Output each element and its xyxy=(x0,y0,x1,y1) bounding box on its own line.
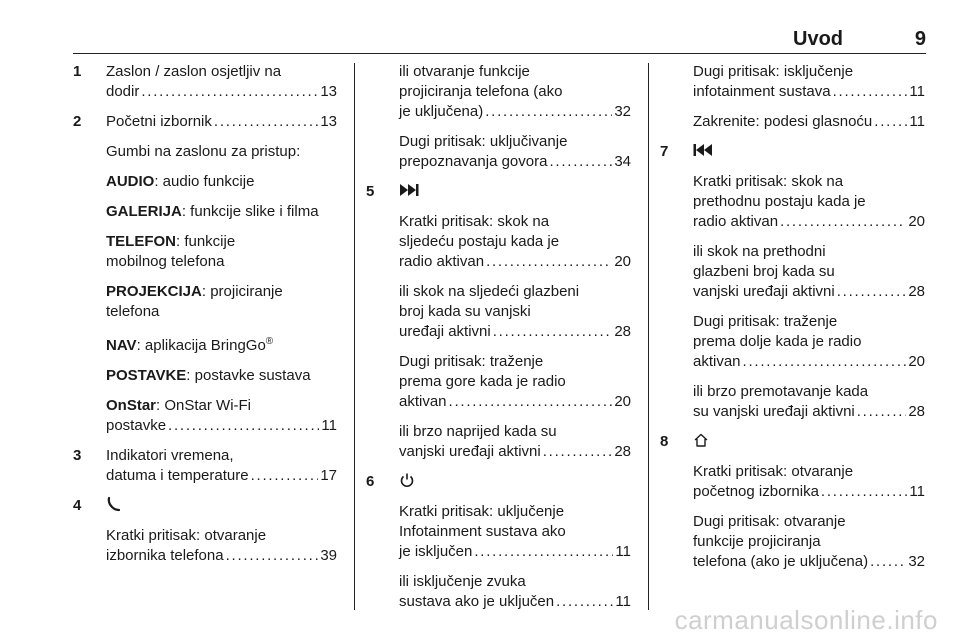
toc-line: Zakrenite: podesi glasnoću . . . 11 xyxy=(693,112,925,132)
toc-line: aktivan . . . 20 xyxy=(693,352,925,372)
list-item-4: 4 Kratki pritisak: otvaranje izbornika telefona . . . 39 xyxy=(73,496,337,566)
page-ref[interactable]: 28 xyxy=(908,283,925,300)
sub-entry-audio: AUDIO: audio funkcije xyxy=(106,173,255,190)
sub-entry-settings: POSTAVKE: postavke sustava xyxy=(106,367,311,384)
page-ref[interactable]: 39 xyxy=(320,547,337,564)
list-item-1 xyxy=(73,62,337,102)
page-ref[interactable]: 11 xyxy=(909,483,925,500)
page-ref[interactable]: 28 xyxy=(614,443,631,460)
page-ref[interactable]: 11 xyxy=(909,113,925,130)
next-track-icon xyxy=(399,182,419,198)
column-divider-2 xyxy=(648,63,649,610)
previous-track-icon xyxy=(693,142,713,158)
item-number: 3 xyxy=(73,447,82,464)
page-ref[interactable]: 13 xyxy=(320,83,337,100)
column-2 xyxy=(366,62,631,612)
page-ref[interactable]: 28 xyxy=(908,403,925,420)
toc-line: Početni izbornik . . . 13 xyxy=(106,112,337,132)
list-item-2 xyxy=(73,112,337,436)
sub-entry-phone: TELEFON: funkcije mobilnog telefona xyxy=(106,233,236,270)
toc-line: izbornika telefona . . . 39 xyxy=(106,546,337,566)
toc-line: infotainment sustava . . . 11 xyxy=(693,82,925,102)
page-ref[interactable]: 17 xyxy=(320,467,337,484)
column-3 xyxy=(660,62,925,572)
toc-line: početnog izbornika . . . 11 xyxy=(693,482,925,502)
toc-line: dodir . . . 13 xyxy=(106,82,337,102)
toc-line: uređaji aktivni . . . 28 xyxy=(399,322,631,342)
page-ref[interactable]: 34 xyxy=(614,153,631,170)
item-text: Gumbi na zaslonu za pristup: xyxy=(106,143,301,160)
sub-entry-onstar: OnStar: OnStar Wi-Fi postavke . . . 11 xyxy=(106,396,337,436)
list-entry xyxy=(660,112,925,132)
page-ref[interactable]: 32 xyxy=(614,103,631,120)
list-entry: Dugi pritisak: uključivanje prepoznavanja govora . . . 34 xyxy=(366,132,631,172)
watermark: carmanualsonline.info xyxy=(674,605,938,635)
item-number: 7 xyxy=(660,143,669,160)
power-icon xyxy=(399,472,415,488)
toc-line: vanjski uređaji aktivni . . . 28 xyxy=(693,282,925,302)
toc-line: je uključena) . . . 32 xyxy=(399,102,631,122)
page-ref[interactable]: 32 xyxy=(908,553,925,570)
list-entry: Dugi pritisak: isključenje infotainment sustava . . . 11 xyxy=(660,62,925,102)
page-header xyxy=(73,28,926,50)
list-item-6: 6 Kratki pritisak: uključenje Infotainment sustava ako je isključen . . . 11 ili isključenje zvuka sustava ako je uključen . . . 11 xyxy=(366,472,631,612)
page-title: Uvod xyxy=(793,28,843,50)
sub-entry-gallery: GALERIJA: funkcije slike i filma xyxy=(106,203,319,220)
page-ref[interactable]: 28 xyxy=(614,323,631,340)
phone-icon xyxy=(106,496,122,512)
toc-line: postavke . . . 11 xyxy=(106,416,337,436)
page-ref[interactable]: 20 xyxy=(908,213,925,230)
list-entry: ili otvaranje funkcije projiciranja telefona (ako je uključena) . . . 32 xyxy=(366,62,631,122)
item-number: 6 xyxy=(366,473,375,490)
item-number: 4 xyxy=(73,497,82,514)
page-ref[interactable]: 11 xyxy=(321,417,337,434)
page-ref[interactable]: 20 xyxy=(614,253,631,270)
column-1 xyxy=(73,62,337,566)
toc-line: radio aktivan . . . 20 xyxy=(693,212,925,232)
toc-line: aktivan . . . 20 xyxy=(399,392,631,412)
page-ref[interactable]: 20 xyxy=(908,353,925,370)
list-item-8: 8 Kratki pritisak: otvaranje početnog izbornika . . . 11 Dugi pritisak: otvaranje funkcije projiciranja telefona (ako je uključena) . . . 32 xyxy=(660,432,925,572)
item-number: 5 xyxy=(366,183,375,200)
item-text: Zaslon / zaslon osjetljiv na xyxy=(106,63,282,80)
home-icon xyxy=(693,432,709,448)
toc-line: su vanjski uređaji aktivni . . . 28 xyxy=(693,402,925,422)
page-ref[interactable]: 11 xyxy=(615,593,631,610)
item-number: 2 xyxy=(73,113,82,130)
list-item-7: 7 Kratki pritisak: skok na prethodnu postaju kada je radio aktivan . . . 20 ili skok na prethodni glazbeni broj kada su vanjski uređaji aktivni . . . 28 Dugi pritisak: traženje prema dolje kada je radio aktivan . . . 20 ili brzo premotavanje kada su vanjski uređaji aktivni . . . 28 xyxy=(660,142,925,422)
page-ref[interactable]: 11 xyxy=(615,543,631,560)
toc-line: datuma i temperature . . . 17 xyxy=(106,466,337,486)
sub-entry-projection: PROJEKCIJA: projiciranje telefona xyxy=(106,283,283,320)
toc-line: telefona (ako je uključena) . . . 32 xyxy=(693,552,925,572)
page-ref[interactable]: 20 xyxy=(614,393,631,410)
page-ref[interactable]: 13 xyxy=(320,113,337,130)
list-item-5: 5 Kratki pritisak: skok na sljedeću postaju kada je radio aktivan . . . 20 ili skok na sljedeći glazbeni broj kada su vanjski uređaji aktivni . . . 28 Dugi pritisak: traženje prema gore kada je radio aktivan . . . 20 ili brzo naprijed kada su vanjski uređaji aktivni . . . 28 xyxy=(366,182,631,462)
toc-line: vanjski uređaji aktivni . . . 28 xyxy=(399,442,631,462)
column-divider-1 xyxy=(354,63,355,610)
toc-line: sustava ako je uključen . . . 11 xyxy=(399,592,631,612)
list-item-3: 3 Indikatori vremena, datuma i temperature . . . 17 xyxy=(73,446,337,486)
header-rule xyxy=(73,53,926,54)
toc-line: prepoznavanja govora . . . 34 xyxy=(399,152,631,172)
item-number: 8 xyxy=(660,433,669,450)
item-number: 1 xyxy=(73,63,82,80)
page-ref[interactable]: 11 xyxy=(909,83,925,100)
sub-entry-nav: NAV: aplikacija BringGo® xyxy=(106,336,274,354)
page-number: 9 xyxy=(914,28,926,50)
toc-line: radio aktivan . . . 20 xyxy=(399,252,631,272)
toc-line: je isključen . . . 11 xyxy=(399,542,631,562)
